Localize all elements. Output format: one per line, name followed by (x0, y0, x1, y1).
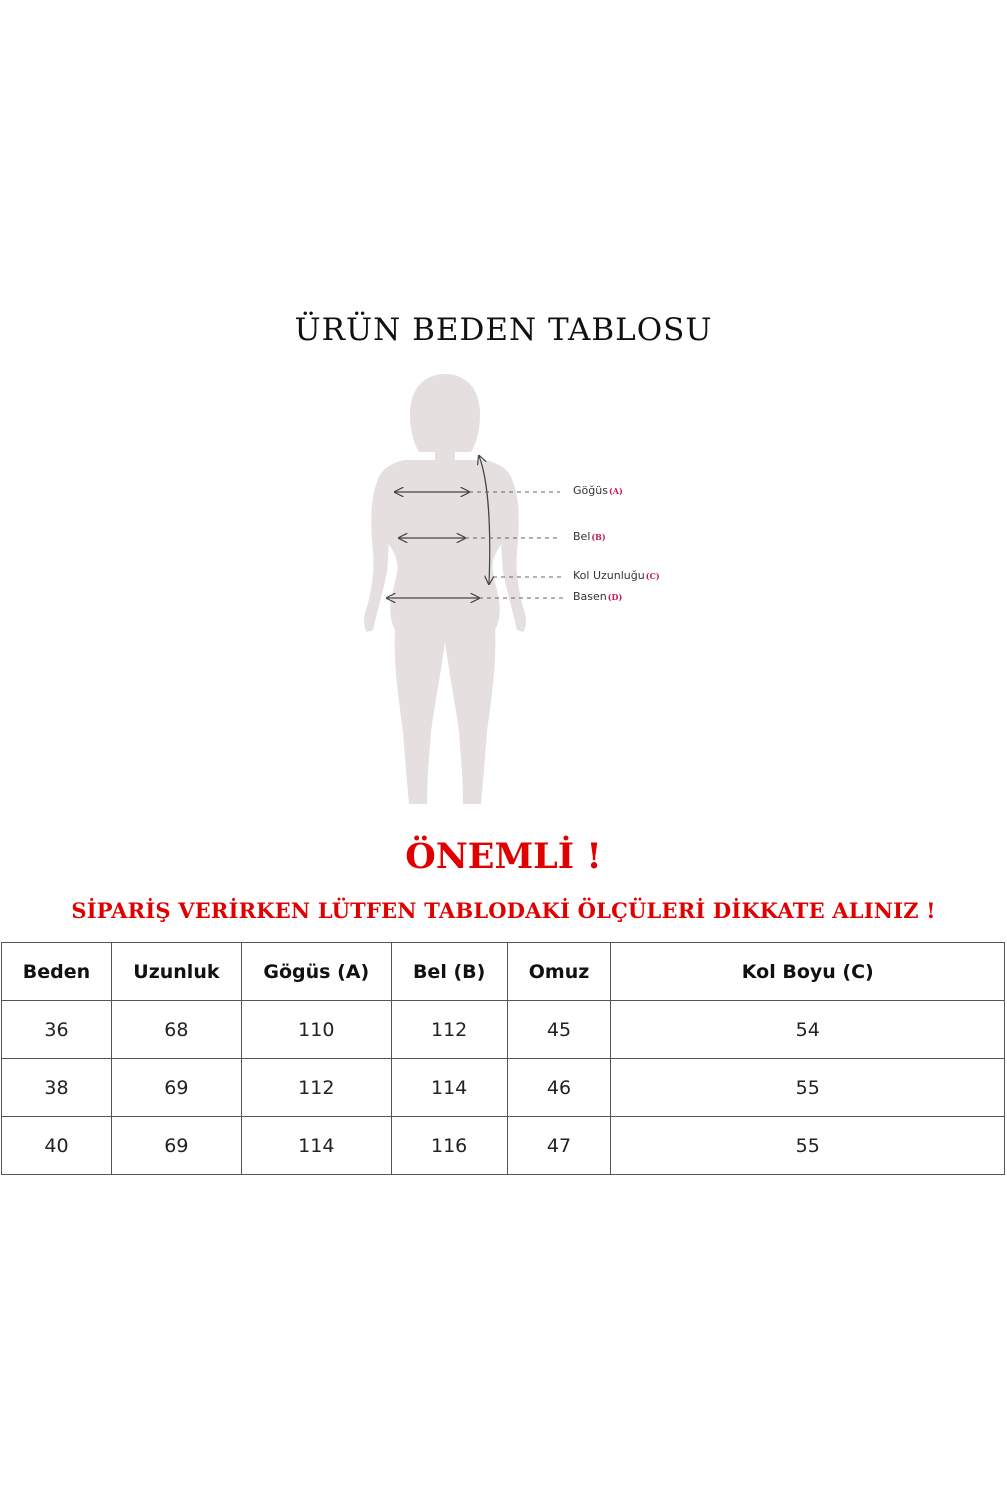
table-cell: 38 (2, 1059, 112, 1117)
column-header: Bel (B) (391, 943, 507, 1001)
table-cell: 116 (391, 1117, 507, 1175)
column-header: Gögüs (A) (241, 943, 391, 1001)
table-cell: 55 (611, 1117, 1005, 1175)
column-header: Uzunluk (111, 943, 241, 1001)
order-warning-text: SİPARİŞ VERİRKEN LÜTFEN TABLODAKİ ÖLÇÜLERİ DİKKATE ALINIZ ! (71, 898, 936, 923)
table-cell: 112 (391, 1001, 507, 1059)
measure-label-sleeve: Kol Uzunluğu(C) (573, 569, 660, 582)
column-header: Kol Boyu (C) (611, 943, 1005, 1001)
table-header-row (2, 943, 1005, 1001)
measure-label-chest: Göğüs(A) (573, 484, 623, 497)
table-cell: 68 (111, 1001, 241, 1059)
table-cell: 36 (2, 1001, 112, 1059)
table-cell: 47 (507, 1117, 611, 1175)
table-cell: 69 (111, 1059, 241, 1117)
table-cell: 114 (241, 1117, 391, 1175)
table-cell: 45 (507, 1001, 611, 1059)
table-row (2, 1001, 1005, 1059)
table-row (2, 1059, 1005, 1117)
column-header: Beden (2, 943, 112, 1001)
table-cell: 40 (2, 1117, 112, 1175)
table-cell: 54 (611, 1001, 1005, 1059)
female-silhouette-icon (355, 372, 685, 812)
table-cell: 55 (611, 1059, 1005, 1117)
measure-label-waist: Bel(B) (573, 530, 606, 543)
size-table (1, 942, 1005, 1175)
important-heading: ÖNEMLİ ! (405, 836, 602, 877)
table-cell: 69 (111, 1117, 241, 1175)
table-cell: 114 (391, 1059, 507, 1117)
body-measurement-diagram (355, 372, 685, 812)
table-cell: 112 (241, 1059, 391, 1117)
column-header: Omuz (507, 943, 611, 1001)
page-title: ÜRÜN BEDEN TABLOSU (294, 312, 713, 348)
table-cell: 110 (241, 1001, 391, 1059)
table-row (2, 1117, 1005, 1175)
measure-label-hip: Basen(D) (573, 590, 623, 603)
table-cell: 46 (507, 1059, 611, 1117)
